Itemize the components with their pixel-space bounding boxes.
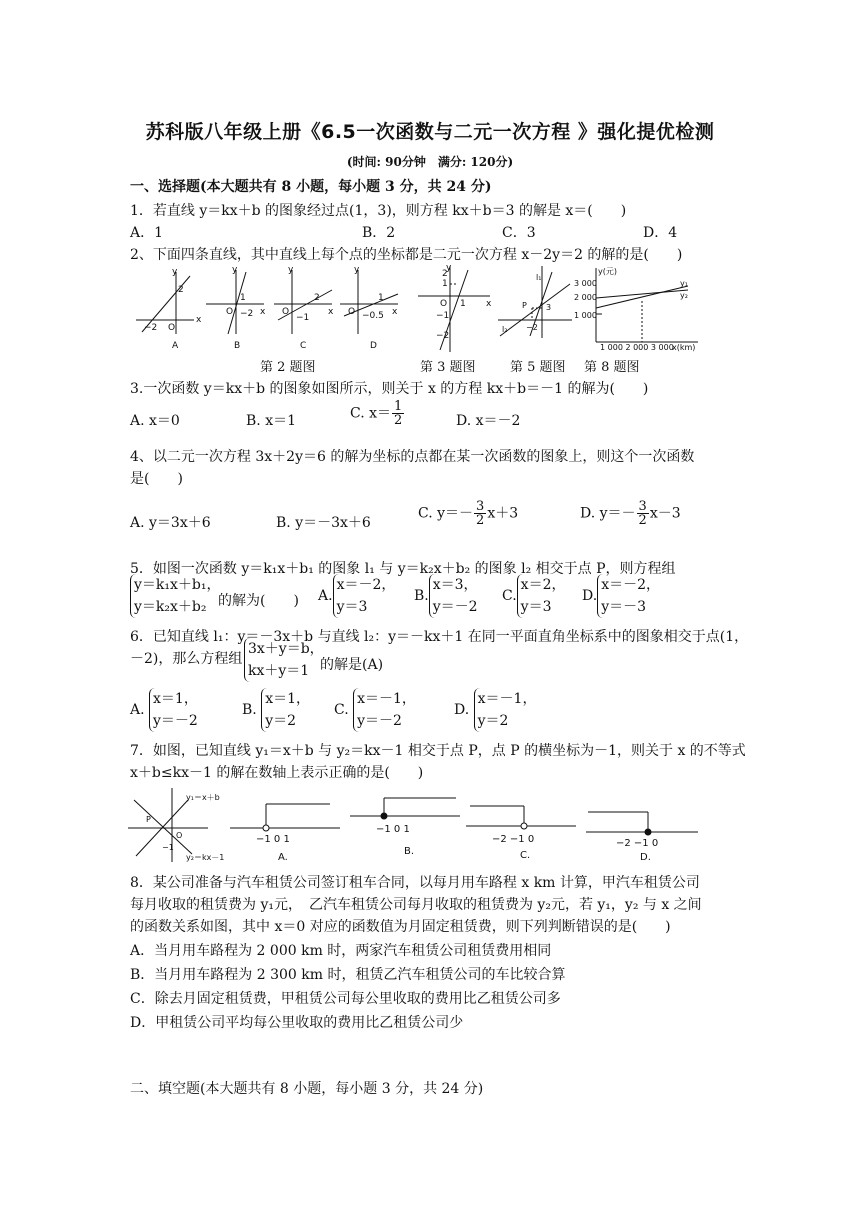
svg-text:x: x — [392, 307, 398, 317]
q6-system: 3x＋y＝b， kx＋y＝1 — [244, 638, 324, 682]
q2-caption: 第 2 题图 — [260, 360, 316, 375]
q6-stem-line1: 6．已知直线 l₁：y＝－3x＋b 与直线 l₂：y＝－kx＋1 在同一平面直角坐标系中的图象相交于点(1， — [130, 629, 749, 645]
svg-text:y: y — [446, 263, 452, 273]
svg-text:2: 2 — [442, 269, 448, 279]
q8-option-c[interactable]: C．除去月固定租赁费，甲租赁公司每公里收取的费用比乙租赁公司多 — [130, 991, 561, 1007]
svg-text:y₁＝x＋b: y₁＝x＋b — [186, 793, 220, 802]
svg-text:−0.5: −0.5 — [362, 311, 384, 321]
q7-figures — [126, 786, 702, 866]
q2-label-d: D — [370, 341, 377, 351]
q4-option-b[interactable]: B. y＝－3x＋6 — [276, 515, 371, 531]
svg-text:l₁: l₁ — [536, 273, 542, 282]
q8-stem-line1: 8．某公司准备与汽车租赁公司签订租车合同，以每月用车路程 x km 计算，甲汽车租赁公司 — [130, 875, 700, 891]
svg-text:y: y — [288, 265, 294, 275]
svg-text:−2: −2 — [240, 309, 254, 319]
svg-text:y: y — [172, 267, 178, 277]
svg-text:−1: −1 — [162, 843, 174, 852]
svg-text:y: y — [354, 265, 360, 275]
q3-option-c[interactable]: C. x＝ $\frac{1}{2}$ — [350, 399, 403, 428]
q6-option-a[interactable]: A. x＝1， y＝－2 — [130, 688, 198, 732]
svg-text:−1 0 1: −1 0 1 — [376, 824, 410, 835]
svg-text:3 000: 3 000 — [574, 279, 597, 288]
q3-stem: 3.一次函数 y＝kx＋b 的图象如图所示，则关于 x 的方程 kx＋b＝－1 的解为( ) — [130, 381, 649, 397]
q5-stem: 5．如图一次函数 y＝k₁x＋b₁ 的图象 l₁ 与 y＝k₂x＋b₂ 的图象 l₂ 相交于点 P，则方程组 — [130, 561, 676, 577]
q2-stem: 2、下面四条直线，其中直线上每个点的坐标都是二元一次方程 x－2y＝2 的解的是( ) — [130, 247, 683, 263]
page-title: 苏科版八年级上册《6.5一次函数与二元一次方程 》强化提优检测 — [145, 121, 715, 143]
q8-stem-line3: 的函数关系如图，其中 x＝0 对应的函数值为月固定租赁费，则下列判断错误的是( ) — [130, 919, 671, 935]
q3-option-a[interactable]: A. x＝0 — [130, 413, 180, 429]
section-heading-fill: 二、填空题(本大题共有 8 小题，每小题 3 分，共 24 分) — [130, 1081, 484, 1097]
svg-text:y₁: y₁ — [680, 279, 688, 288]
q1-option-b[interactable]: B．2 — [362, 225, 396, 241]
q1-option-a[interactable]: A．1 — [130, 225, 164, 241]
svg-text:O: O — [226, 307, 234, 317]
svg-text:O: O — [348, 307, 356, 317]
q1-stem: 1．若直线 y＝kx＋b 的图象经过点(1，3)，则方程 kx＋b＝3 的解是 x＝( ) — [130, 203, 627, 219]
q2-label-c: C — [300, 341, 307, 351]
svg-text:y₂: y₂ — [680, 291, 688, 300]
svg-text:−2: −2 — [526, 323, 538, 332]
q7-label-c: C. — [520, 850, 531, 861]
svg-text:−1: −1 — [436, 311, 450, 321]
q2-graphs — [132, 262, 402, 354]
svg-text:1: 1 — [442, 279, 448, 289]
q5-option-d[interactable]: D.x＝－2， y＝－3 — [582, 574, 660, 618]
svg-text:1: 1 — [378, 293, 384, 303]
svg-text:O: O — [168, 323, 176, 333]
svg-text:1 000 2 000 3 000: 1 000 2 000 3 000 — [600, 343, 674, 352]
svg-text:1: 1 — [240, 293, 246, 303]
svg-text:O: O — [440, 299, 448, 309]
svg-text:P: P — [146, 815, 151, 824]
q4-stem-line2: 是( ) — [130, 471, 183, 487]
q2-label-a: A — [172, 341, 179, 351]
q2-graph-d — [340, 270, 398, 334]
q6-option-d[interactable]: D. x＝－1， y＝2 — [454, 688, 536, 732]
q1-option-d[interactable]: D．4 — [643, 225, 678, 241]
section-heading-choice: 一、选择题(本大题共有 8 小题，每小题 3 分，共 24 分) — [130, 179, 492, 195]
q8-option-a[interactable]: A．当月用车路程为 2 000 km 时，两家汽车租赁公司租赁费用相同 — [130, 943, 552, 959]
q8-stem-line2: 每月收取的租赁费为 y₁元， 乙汽车租赁公司每月收取的租赁费为 y₂元，若 y₁，y₂ 与 x 之间 — [130, 897, 702, 913]
svg-text:1: 1 — [460, 299, 466, 309]
q3-caption: 第 3 题图 — [420, 360, 476, 375]
svg-text:3: 3 — [546, 303, 552, 312]
q4-option-a[interactable]: A. y＝3x＋6 — [130, 515, 211, 531]
svg-text:x: x — [260, 307, 266, 317]
q5-option-b[interactable]: B.x＝3， y＝－2 — [414, 574, 478, 618]
q5-option-c[interactable]: C.x＝2， y＝3 — [502, 574, 565, 618]
q5-tail: 的解为( ) — [218, 593, 299, 609]
svg-text:−1 0 1: −1 0 1 — [256, 834, 290, 845]
svg-text:y: y — [232, 265, 238, 275]
q8-caption: 第 8 题图 — [584, 360, 640, 375]
q6-option-c[interactable]: C. x＝－1， y＝－2 — [334, 688, 416, 732]
q7-label-b: B. — [404, 846, 415, 857]
q2-label-b: B — [234, 341, 241, 351]
svg-text:x: x — [486, 299, 492, 309]
fig5-graph — [496, 262, 576, 340]
svg-text:x(km): x(km) — [672, 343, 696, 352]
q4-stem-line1: 4、以二元一次方程 3x＋2y＝6 的解为坐标的点都在某一次函数的图象上，则这个一次函数 — [130, 449, 695, 465]
svg-text:−2 −1 0: −2 −1 0 — [492, 834, 535, 845]
svg-text:2: 2 — [314, 293, 320, 303]
svg-text:x: x — [196, 315, 202, 325]
svg-text:−2: −2 — [436, 331, 450, 341]
exam-info: (时间: 90分钟 满分: 120分) — [346, 155, 514, 169]
svg-text:O: O — [282, 307, 290, 317]
q7-label-d: D. — [640, 852, 651, 863]
svg-text:y₂＝kx－1: y₂＝kx－1 — [186, 853, 225, 862]
q3-option-d[interactable]: D. x＝－2 — [456, 413, 521, 429]
q5-caption: 第 5 题图 — [510, 360, 566, 375]
q7-stem-line1: 7．如图，已知直线 y₁＝x＋b 与 y₂＝kx－1 相交于点 P，点 P 的横坐标为－1，则关于 x 的不等式 — [130, 743, 746, 759]
q6-option-b[interactable]: B. x＝1， y＝2 — [242, 688, 310, 732]
fig8-graph — [574, 262, 700, 352]
svg-text:1 000: 1 000 — [574, 311, 597, 320]
fig3-graph — [414, 262, 492, 354]
q1-option-c[interactable]: C．3 — [502, 225, 536, 241]
q3-option-b[interactable]: B. x＝1 — [246, 413, 296, 429]
svg-text:−2: −2 — [144, 323, 158, 333]
svg-text:2 000: 2 000 — [574, 293, 597, 302]
svg-text:P: P — [522, 301, 527, 310]
q2-graph-c — [274, 270, 332, 334]
svg-text:y(元): y(元) — [598, 267, 617, 276]
q4-option-c[interactable]: C. y＝－ $\frac{3}{2}$ x＋3 — [418, 499, 519, 528]
q5-system: y＝k₁x＋b₁， y＝k₂x＋b₂ — [130, 574, 220, 618]
svg-text:O: O — [176, 831, 183, 840]
q2-graph-b — [206, 270, 264, 334]
q5-option-a[interactable]: A.x＝－2， y＝3 — [318, 574, 395, 618]
q6-stem-line2: －2)，那么方程组 — [130, 651, 243, 667]
svg-text:2: 2 — [178, 285, 184, 295]
q7-stem-line2: x＋b≤kx－1 的解在数轴上表示正确的是( ) — [130, 765, 424, 781]
q6-tail: 的解是(A) — [320, 657, 384, 673]
svg-text:−1: −1 — [296, 313, 310, 323]
q8-option-d[interactable]: D．甲租赁公司平均每公里收取的费用比乙租赁公司少 — [130, 1015, 464, 1031]
svg-text:x: x — [328, 307, 334, 317]
svg-text:−2 −1 0: −2 −1 0 — [616, 838, 659, 849]
q4-option-d[interactable]: D. y＝－ $\frac{3}{2}$ x－3 — [580, 499, 681, 528]
q7-label-a: A. — [278, 852, 288, 863]
q8-option-b[interactable]: B．当月用车路程为 2 300 km 时，租赁乙汽车租赁公司的车比较合算 — [130, 967, 566, 983]
svg-text:l₂: l₂ — [502, 325, 508, 334]
